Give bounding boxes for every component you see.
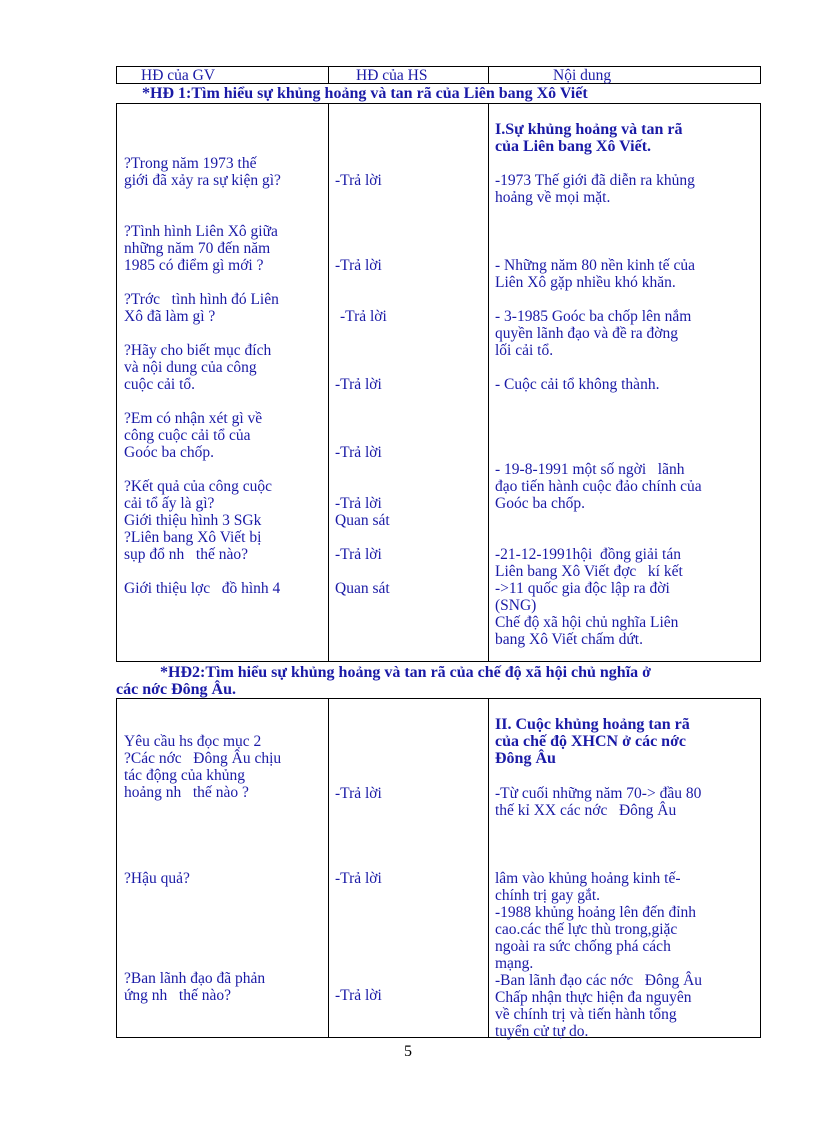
hd1-gv-q6: ?Kết quả của công cuộc cải tổ ấy là gì? Giới thiệu hình 3 SGk ?Liên bang Xô Viết bị sụp đổ nh thế nào? (124, 478, 273, 563)
header-left-border (116, 66, 117, 83)
hd1-gv-q7: Giới thiệu lợc đồ hình 4 (124, 580, 281, 597)
hd1-hs-a1: -Trả lời (335, 172, 382, 189)
header-right-border (760, 66, 761, 83)
hd1-gv-q3: ?Trớc tình hình đó Liên Xô đã làm gì ? (124, 291, 279, 325)
hd1-divider-1 (328, 103, 329, 661)
hd1-nd-5: - 19-8-1991 một số ngời lãnh đạo tiến hành cuộc đảo chính của Goóc ba chốp. (495, 461, 702, 512)
hd1-hs-a3: -Trả lời (340, 308, 387, 325)
hd2-divider-2 (488, 698, 489, 1037)
hd1-nd-heading: I.Sự khủng hoảng và tan rã của Liên bang Xô Viết. (495, 121, 683, 155)
hd1-gv-q2: ?Tình hình Liên Xô giữa những năm 70 đến năm 1985 có điểm gì mới ? (124, 223, 278, 274)
hd1-bottom-border (116, 661, 761, 662)
hd2-nd-1: -Từ cuối những năm 70-> đầu 80 thế kỉ XX các nớc Đông Âu (495, 785, 702, 819)
hd1-nd-6: -21-12-1991hội đồng giải tán Liên bang Xô Viết đợc kí kết ->11 quốc gia độc lập ra đời (SNG) Chế độ xã hội chủ nghĩa Liên bang Xô Viết chấm dứt. (495, 546, 683, 648)
hd2-hs-a3: -Trả lời (335, 987, 382, 1004)
hd1-nd-4: - Cuộc cải tổ không thành. (495, 376, 660, 393)
hd1-hs-a7: -Trả lời (335, 546, 382, 563)
hd2-right-border (760, 698, 761, 1037)
hd2-title: *HĐ2:Tìm hiểu sự khủng hoảng và tan rã của chế độ xã hội chủ nghĩa ở các nớc Đông Âu. (116, 664, 652, 698)
hd1-gv-q1: ?Trong năm 1973 thế giới đã xảy ra sự kiện gì? (124, 155, 281, 189)
header-divider-1 (328, 66, 329, 83)
hd1-hs-a6: -Trả lời Quan sát (335, 495, 390, 529)
hd2-divider-1 (328, 698, 329, 1037)
hd2-gv-q1: Yêu cầu hs đọc mục 2 ?Các nớc Đông Âu chịu tác động của khủng hoảng nh thế nào ? (124, 733, 282, 801)
hd1-nd-1: -1973 Thế giới đã diễn ra khủng hoảng về mọi mặt. (495, 172, 695, 206)
page-number: 5 (404, 1043, 412, 1060)
hd1-hs-a5: -Trả lời (335, 444, 382, 461)
hd2-gv-q3: ?Ban lãnh đạo đã phản ứng nh thế nào? (124, 970, 266, 1004)
hd1-nd-3: - 3-1985 Goóc ba chốp lên nắm quyền lãnh đạo và đề ra đờng lối cải tổ. (495, 308, 692, 359)
hd2-nd-heading: II. Cuộc khủng hoảng tan rã của chế độ XHCN ở các nớc Đông Âu (495, 716, 690, 767)
hd2-left-border (116, 698, 117, 1037)
hd1-hs-a2: -Trả lời (335, 257, 382, 274)
hd2-nd-2: lâm vào khủng hoảng kinh tế- chính trị gay gắt. -1988 khủng hoảng lên đến đỉnh cao.các thế lực thù trong,giặc ngoài ra sức chống phá cách mạng. -Ban lãnh đạo các nớc Đông Âu Chấp nhận thực hiện đa nguyên về chính trị và tiến hành tổng tuyển cử tự do. (495, 870, 703, 1040)
hd1-gv-q5: ?Em có nhận xét gì về công cuộc cải tổ của Goóc ba chốp. (124, 410, 263, 461)
header-col-nd: Nội dung (553, 67, 612, 84)
header-col-hs: HĐ của HS (356, 67, 428, 84)
hd2-hs-a1: -Trả lời (335, 785, 382, 802)
hd1-gv-q4: ?Hãy cho biết mục đích và nội dung của công cuộc cải tổ. (124, 342, 272, 393)
hd1-hs-a8: Quan sát (335, 580, 390, 597)
header-col-gv: HĐ của GV (141, 67, 216, 84)
hd1-left-border (116, 103, 117, 661)
header-divider-2 (488, 66, 489, 83)
hd1-right-border (760, 103, 761, 661)
hd1-title: *HĐ 1:Tìm hiểu sự khủng hoảng và tan rã của Liên bang Xô Viết (142, 85, 588, 102)
hd1-nd-2: - Những năm 80 nền kinh tế của Liên Xô gặp nhiều khó khăn. (495, 257, 695, 291)
hd2-hs-a2: -Trả lời (335, 870, 382, 887)
hd1-divider-2 (488, 103, 489, 661)
hd2-top-border (116, 698, 761, 699)
hd2-gv-q2: ?Hậu quả? (124, 870, 190, 887)
hd1-hs-a4: -Trả lời (335, 376, 382, 393)
hd1-top-border (116, 103, 761, 104)
